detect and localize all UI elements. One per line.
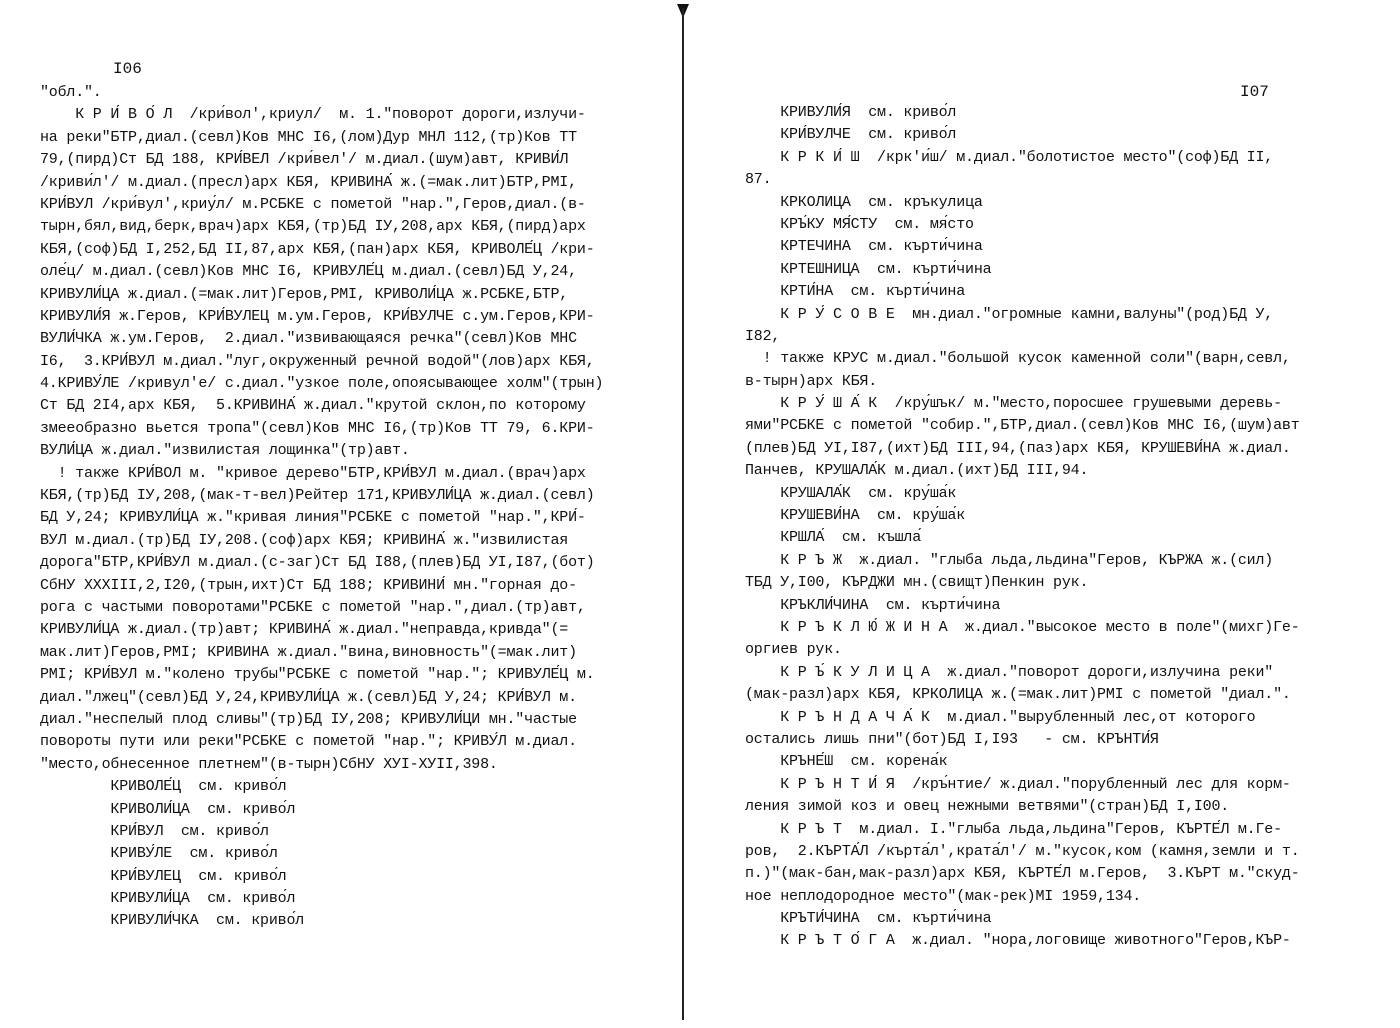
page-number-left: I06 bbox=[113, 60, 142, 78]
text-line: в-тырн)арх КБЯ. bbox=[745, 372, 878, 390]
text-line: 79,(пирд)Ст БД 188, КРИ́ВЕЛ /кри́вел'/ м.диал.(шум)авт, КРИВИ́Л bbox=[40, 151, 569, 169]
text-line: КРИВУЛИ́ЦА ж.диал.(=мак.лит)Геров,РМI, КРИВОЛИ́ЦА ж.РСБКЕ,БТР, bbox=[40, 285, 569, 303]
text-line: К Р Ъ Н Д А Ч А́ К м.диал."вырубленный лес,от которого bbox=[745, 708, 1256, 726]
text-line: КРУШЕВИ́НА см. кру́ша́к bbox=[745, 507, 966, 525]
text-line: КРИВУ́ЛЕ см. криво́л bbox=[40, 845, 278, 863]
text-line: КРИ́ВУЛЕЦ см. криво́л bbox=[40, 867, 287, 885]
text-line: КРИ́ВУЛЧЕ см. криво́л bbox=[745, 126, 957, 144]
text-line: К Р Ъ Ж ж.диал. "глыба льда,льдина"Геров, КЪРЖА ж.(сил) bbox=[745, 551, 1274, 569]
text-line: БД У,24; КРИВУЛИ́ЦА ж."кривая линия"РСБКЕ с пометой "нар.",КРИ́- bbox=[40, 509, 586, 527]
text-line: СбНУ XXXIII,2,I20,(трын,ихт)Ст БД 188; КРИВИНИ́ мн."горная до- bbox=[40, 576, 577, 594]
text-line: К Р У́ С О В Е мн.диал."огромные камни,валуны"(род)БД У, bbox=[745, 305, 1274, 323]
text-line: 87. bbox=[745, 171, 772, 189]
text-line: на реки"БТР,диал.(севл)Ков МНС I6,(лом)Дур МНЛ 112,(тр)Ков ТТ bbox=[40, 128, 577, 146]
text-line: КРИВУЛИ́Я ж.Геров, КРИ́ВУЛЕЦ м.ум.Геров, КРИ́ВУЛЧЕ с.ум.Геров,КРИ- bbox=[40, 307, 595, 325]
text-line: I6, 3.КРИ́ВУЛ м.диал."луг,окруженный речной водой"(лов)арх КБЯ, bbox=[40, 352, 595, 370]
text-line: КРЪКЛИ́ЧИНА см. кърти́чина bbox=[745, 596, 1001, 614]
text-line: КРУШАЛА́К см. кру́ша́к bbox=[745, 484, 957, 502]
text-line: КРЪНЕ́Ш см. корена́к bbox=[745, 753, 948, 771]
text-line: КРИВОЛИ́ЦА см. криво́л bbox=[40, 800, 296, 818]
text-line: ное неплодородное место"(мак-рек)МI 1959,134. bbox=[745, 887, 1142, 905]
text-line: КРТЕШНИЦА см. кърти́чина bbox=[745, 260, 992, 278]
text-line: оле́ц/ м.диал.(севл)Ков МНС I6, КРИВУЛЕ́Ц м.диал.(севл)БД У,24, bbox=[40, 263, 577, 281]
text-line: дорога"БТР,КРИ́ВУЛ м.диал.(с-заг)Ст БД I88,(плев)БД УI,I87,(бот) bbox=[40, 554, 595, 572]
text-line: (плев)БД УI,I87,(ихт)БД III,94,(паз)арх КБЯ, КРУШЕВИ́НА ж.диал. bbox=[745, 439, 1291, 457]
text-line: К Р Ъ Н Т И́ Я /кръ́нтие/ ж.диал."порубленный лес для корм- bbox=[745, 775, 1291, 793]
text-line: ров, 2.КЪРТА́Л /кърта́л',крата́л'/ м."кусок,ком (камня,земли и т. bbox=[745, 842, 1300, 860]
text-line: КРИВОЛЕ́Ц см. криво́л bbox=[40, 778, 287, 796]
text-line: ! также КРУС м.диал."большой кусок каменной соли"(варн,севл, bbox=[745, 350, 1291, 368]
page-number-right: I07 bbox=[1240, 83, 1269, 101]
text-line: ВУЛ м.диал.(тр)БД IУ,208.(соф)арх КБЯ; КРИВИНА́ ж."извилистая bbox=[40, 531, 569, 549]
text-line: К Р И́ В О́ Л /кри́вол',криул/ м. 1."поворот дороги,излучи- bbox=[40, 106, 586, 124]
text-line: "место,обнесенное плетнем"(в-тырн)СбНУ ХУI-ХУII,398. bbox=[40, 755, 498, 773]
text-line: КРШЛА́ см. къшла́ bbox=[745, 529, 922, 547]
book-spine bbox=[682, 8, 684, 1020]
text-line: ВУЛИ́ЧКА ж.ум.Геров, 2.диал."извивающаяся речка"(севл)Ков МНС bbox=[40, 330, 577, 348]
text-line: КРИ́ВУЛ см. криво́л bbox=[40, 822, 269, 840]
text-line: ВУЛИ́ЦА ж.диал."извилистая лощинка"(тр)авт. bbox=[40, 442, 410, 460]
text-line: КРКОЛИЦА см. кръкулица bbox=[745, 193, 983, 211]
text-line: К Р Ъ Т м.диал. I."глыба льда,льдина"Геров, КЪРТЕ́Л м.Ге- bbox=[745, 820, 1282, 838]
text-line: КРЪ́КУ МЯ́СТУ см. мя́сто bbox=[745, 215, 974, 233]
text-line: К Р К И́ Ш /крк'и́ш/ м.диал."болотистое место"(соф)БД II, bbox=[745, 148, 1274, 166]
text-line: повороты пути или реки"РСБКЕ с пометой "нар."; КРИВУ́Л м.диал. bbox=[40, 733, 577, 751]
text-line: К Р Ъ́ К У Л И Ц А ж.диал."поворот дороги,излучина реки" bbox=[745, 663, 1274, 681]
text-line: ями"РСБКЕ с пометой "собир.",БТР,диал.(севл)Ков МНС I6,(шум)авт bbox=[745, 417, 1300, 435]
text-line: КРИВУЛИ́Я см. криво́л bbox=[745, 104, 957, 121]
text-line: КРТИ́НА см. кърти́чина bbox=[745, 283, 966, 301]
text-line: рога с частыми поворотами"РСБКЕ с пометой "нар.",диал.(тр)авт, bbox=[40, 598, 586, 616]
text-line: Панчев, КРУШАЛА́К м.диал.(ихт)БД III,94. bbox=[745, 462, 1089, 480]
text-line: /криви́л'/ м.диал.(пресл)арх КБЯ, КРИВИНА́ ж.(=мак.лит)БТР,РМI, bbox=[40, 173, 577, 191]
text-line: мак.лит)Геров,РМI; КРИВИНА ж.диал."вина,виновность"(=мак.лит) bbox=[40, 643, 577, 661]
text-line: КРИ́ВУЛ /кри́вул',криу́л/ м.РСБКЕ с пометой "нар.",Геров,диал.(в- bbox=[40, 195, 586, 213]
text-line: КРЪТИ́ЧИНА см. кърти́чина bbox=[745, 910, 992, 928]
text-line: КРТЕЧИНА см. кърти́чина bbox=[745, 238, 983, 256]
text-line: оргиев рук. bbox=[745, 641, 842, 659]
text-line: Ст БД 2I4,арх КБЯ, 5.КРИВИНА́ ж.диал."крутой склон,по которому bbox=[40, 397, 586, 415]
text-line: КРИВУЛИ́ЦА ж.диал.(тр)авт; КРИВИНА́ ж.диал."неправда,кривда"(= bbox=[40, 621, 569, 639]
text-line: ! также КРИ́ВОЛ м. "кривое дерево"БТР,КРИ́ВУЛ м.диал.(врач)арх bbox=[40, 464, 586, 482]
text-line: КРИВУЛИ́ЦА см. криво́л bbox=[40, 890, 296, 908]
right-page-text bbox=[745, 102, 1355, 953]
text-line: РМI; КРИ́ВУЛ м."колено трубы"РСБКЕ с пометой "нар."; КРИВУЛЕ́Ц м. bbox=[40, 666, 595, 684]
text-line: (мак-разл)арх КБЯ, КРКОЛИЦА ж.(=мак.лит)РМI с пометой "диал.". bbox=[745, 686, 1291, 704]
text-line: К Р Ъ Т О́ Г А ж.диал. "нора,логовище животного"Геров,КЪР- bbox=[745, 932, 1291, 950]
text-line: тырн,бял,вид,берк,врач)арх КБЯ,(тр)БД IУ,208,арх КБЯ,(пирд)арх bbox=[40, 218, 586, 236]
text-line: I82, bbox=[745, 327, 781, 345]
text-line: ления зимой коз и овец нежными ветвями"(стран)БД I,I00. bbox=[745, 798, 1230, 816]
text-line: диал."неспелый плод сливы"(тр)БД IУ,208; КРИВУЛИ́ЦИ мн."частые bbox=[40, 710, 577, 728]
text-line: К Р У́ Ш А́ К /кру́шък/ м."место,поросшее грушевыми деревь- bbox=[745, 395, 1282, 413]
text-line: КРИВУЛИ́ЧКА см. криво́л bbox=[40, 912, 305, 930]
text-line: 4.КРИВУ́ЛЕ /кривул'е/ с.диал."узкое поле,опоясывающее холм"(трын) bbox=[40, 375, 604, 393]
text-line: "обл.". bbox=[40, 84, 102, 101]
text-line: К Р Ъ К Л Ю́ Ж И Н А ж.диал."высокое место в поле"(михг)Ге- bbox=[745, 618, 1300, 636]
text-line: остались лишь пни"(бот)БД I,I93 - см. КРЪНТИ́Я bbox=[745, 730, 1159, 748]
text-line: КБЯ,(тр)БД IУ,208,(мак-т-вел)Рейтер 171,КРИВУЛИ́ЦА ж.диал.(севл) bbox=[40, 487, 595, 505]
text-line: змееобразно вьется тропа"(севл)Ков МНС I6,(тр)Ков ТТ 79, 6.КРИ- bbox=[40, 419, 595, 437]
text-line: КБЯ,(соф)БД I,252,БД II,87,арх КБЯ,(пан)арх КБЯ, КРИВОЛЕ́Ц /кри- bbox=[40, 240, 595, 258]
left-page-text bbox=[40, 82, 640, 933]
text-line: п.)"(мак-бан,мак-разл)арх КБЯ, КЪРТЕ́Л м.Геров, 3.КЪРТ м."скуд- bbox=[745, 865, 1300, 883]
text-line: диал."лжец"(севл)БД У,24,КРИВУЛИ́ЦА ж.(севл)БД У,24; КРИ́ВУЛ м. bbox=[40, 688, 577, 706]
text-line: ТБД У,I00, КЪРДЖИ мн.(свищт)Пенкин рук. bbox=[745, 574, 1089, 592]
